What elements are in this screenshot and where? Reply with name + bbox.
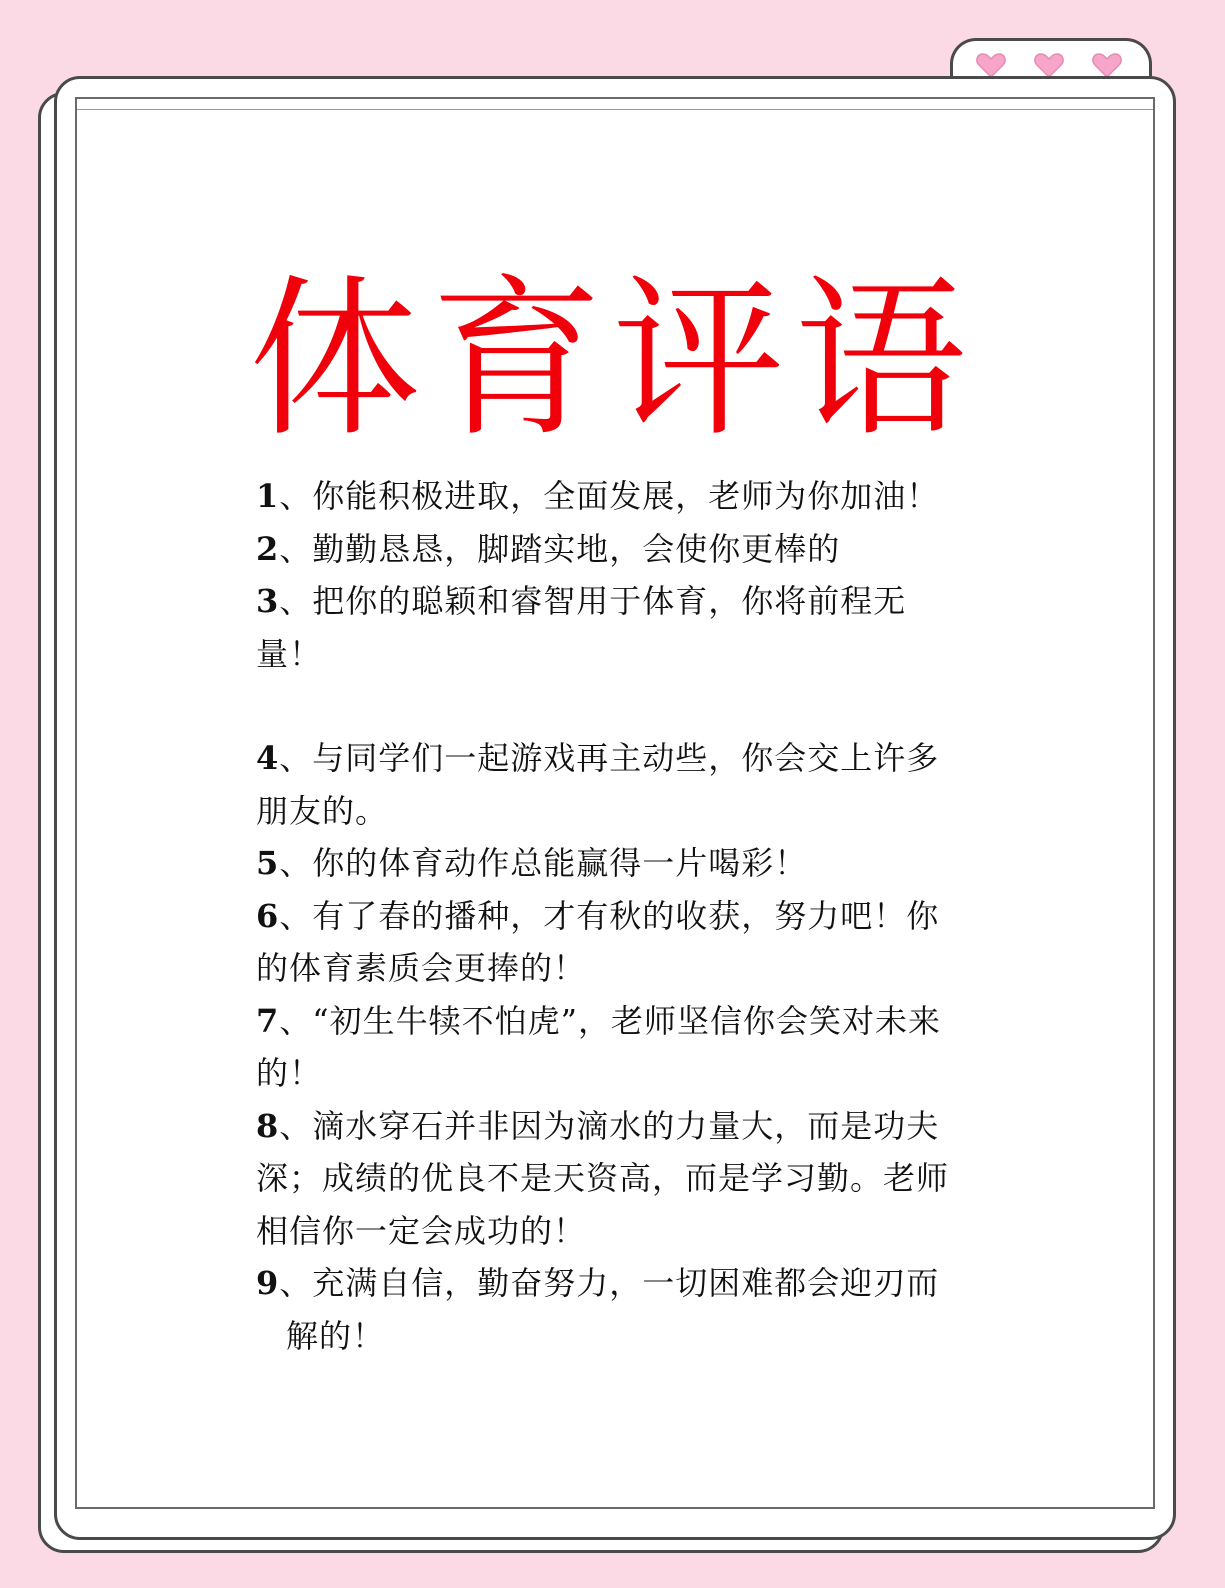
comment-number: 9 — [256, 1264, 280, 1302]
comment-item — [256, 995, 968, 1100]
comment-item — [256, 1100, 968, 1258]
comment-text: “初生牛犊不怕虎”，老师坚信你会笑对未来的！ — [256, 1001, 942, 1092]
comment-separator: 、 — [279, 1106, 313, 1145]
comment-number: 8 — [256, 1106, 280, 1145]
comment-separator: 、 — [279, 1001, 313, 1040]
comment-number: 3 — [256, 582, 280, 620]
comment-item — [256, 470, 968, 523]
comment-separator: 、 — [279, 529, 313, 568]
comment-number: 1 — [256, 477, 280, 515]
comment-number: 6 — [256, 896, 280, 935]
comment-text: 滴水穿石并非因为滴水的力量大，而是功夫深；成绩的优良不是天资高，而是学习勤。老师相信你一定会成功的！ — [256, 1106, 950, 1250]
comment-number: 2 — [256, 529, 280, 568]
comment-list — [256, 470, 968, 1362]
comment-separator: 、 — [279, 739, 313, 777]
comment-separator: 、 — [279, 1264, 313, 1302]
comment-separator: 、 — [279, 582, 313, 620]
comment-separator: 、 — [279, 477, 313, 515]
comment-text: 你的体育动作总能赢得一片喝彩！ — [312, 844, 808, 882]
comment-item — [256, 575, 968, 680]
comment-item — [256, 523, 968, 576]
comment-item — [256, 1257, 968, 1362]
comment-text: 把你的聪颖和睿智用于体育，你将前程无量！ — [256, 582, 907, 673]
comment-item — [256, 732, 968, 837]
comment-separator: 、 — [279, 844, 313, 882]
comment-separator: 、 — [279, 896, 313, 935]
comment-text: 充满自信，勤奋努力，一切困难都会迎刃而 — [312, 1264, 940, 1302]
comment-text: 你能积极进取，全面发展，老师为你加油！ — [312, 477, 940, 515]
comment-item — [256, 837, 968, 890]
comment-number: 5 — [256, 844, 280, 882]
comment-item — [256, 890, 968, 995]
comment-number: 7 — [256, 1001, 280, 1040]
comment-text: 与同学们一起游戏再主动些，你会交上许多朋友的。 — [256, 739, 940, 830]
comment-text: 有了春的播种，才有秋的收获，努力吧！你的体育素质会更捧的！ — [256, 896, 940, 987]
comment-number: 4 — [256, 739, 280, 777]
comment-text: 勤勤恳恳，脚踏实地，会使你更棒的 — [312, 529, 841, 568]
page-title: 体育评语 — [248, 259, 977, 460]
spacer — [256, 680, 968, 732]
comment-text-continued: 解的！ — [286, 1316, 386, 1355]
